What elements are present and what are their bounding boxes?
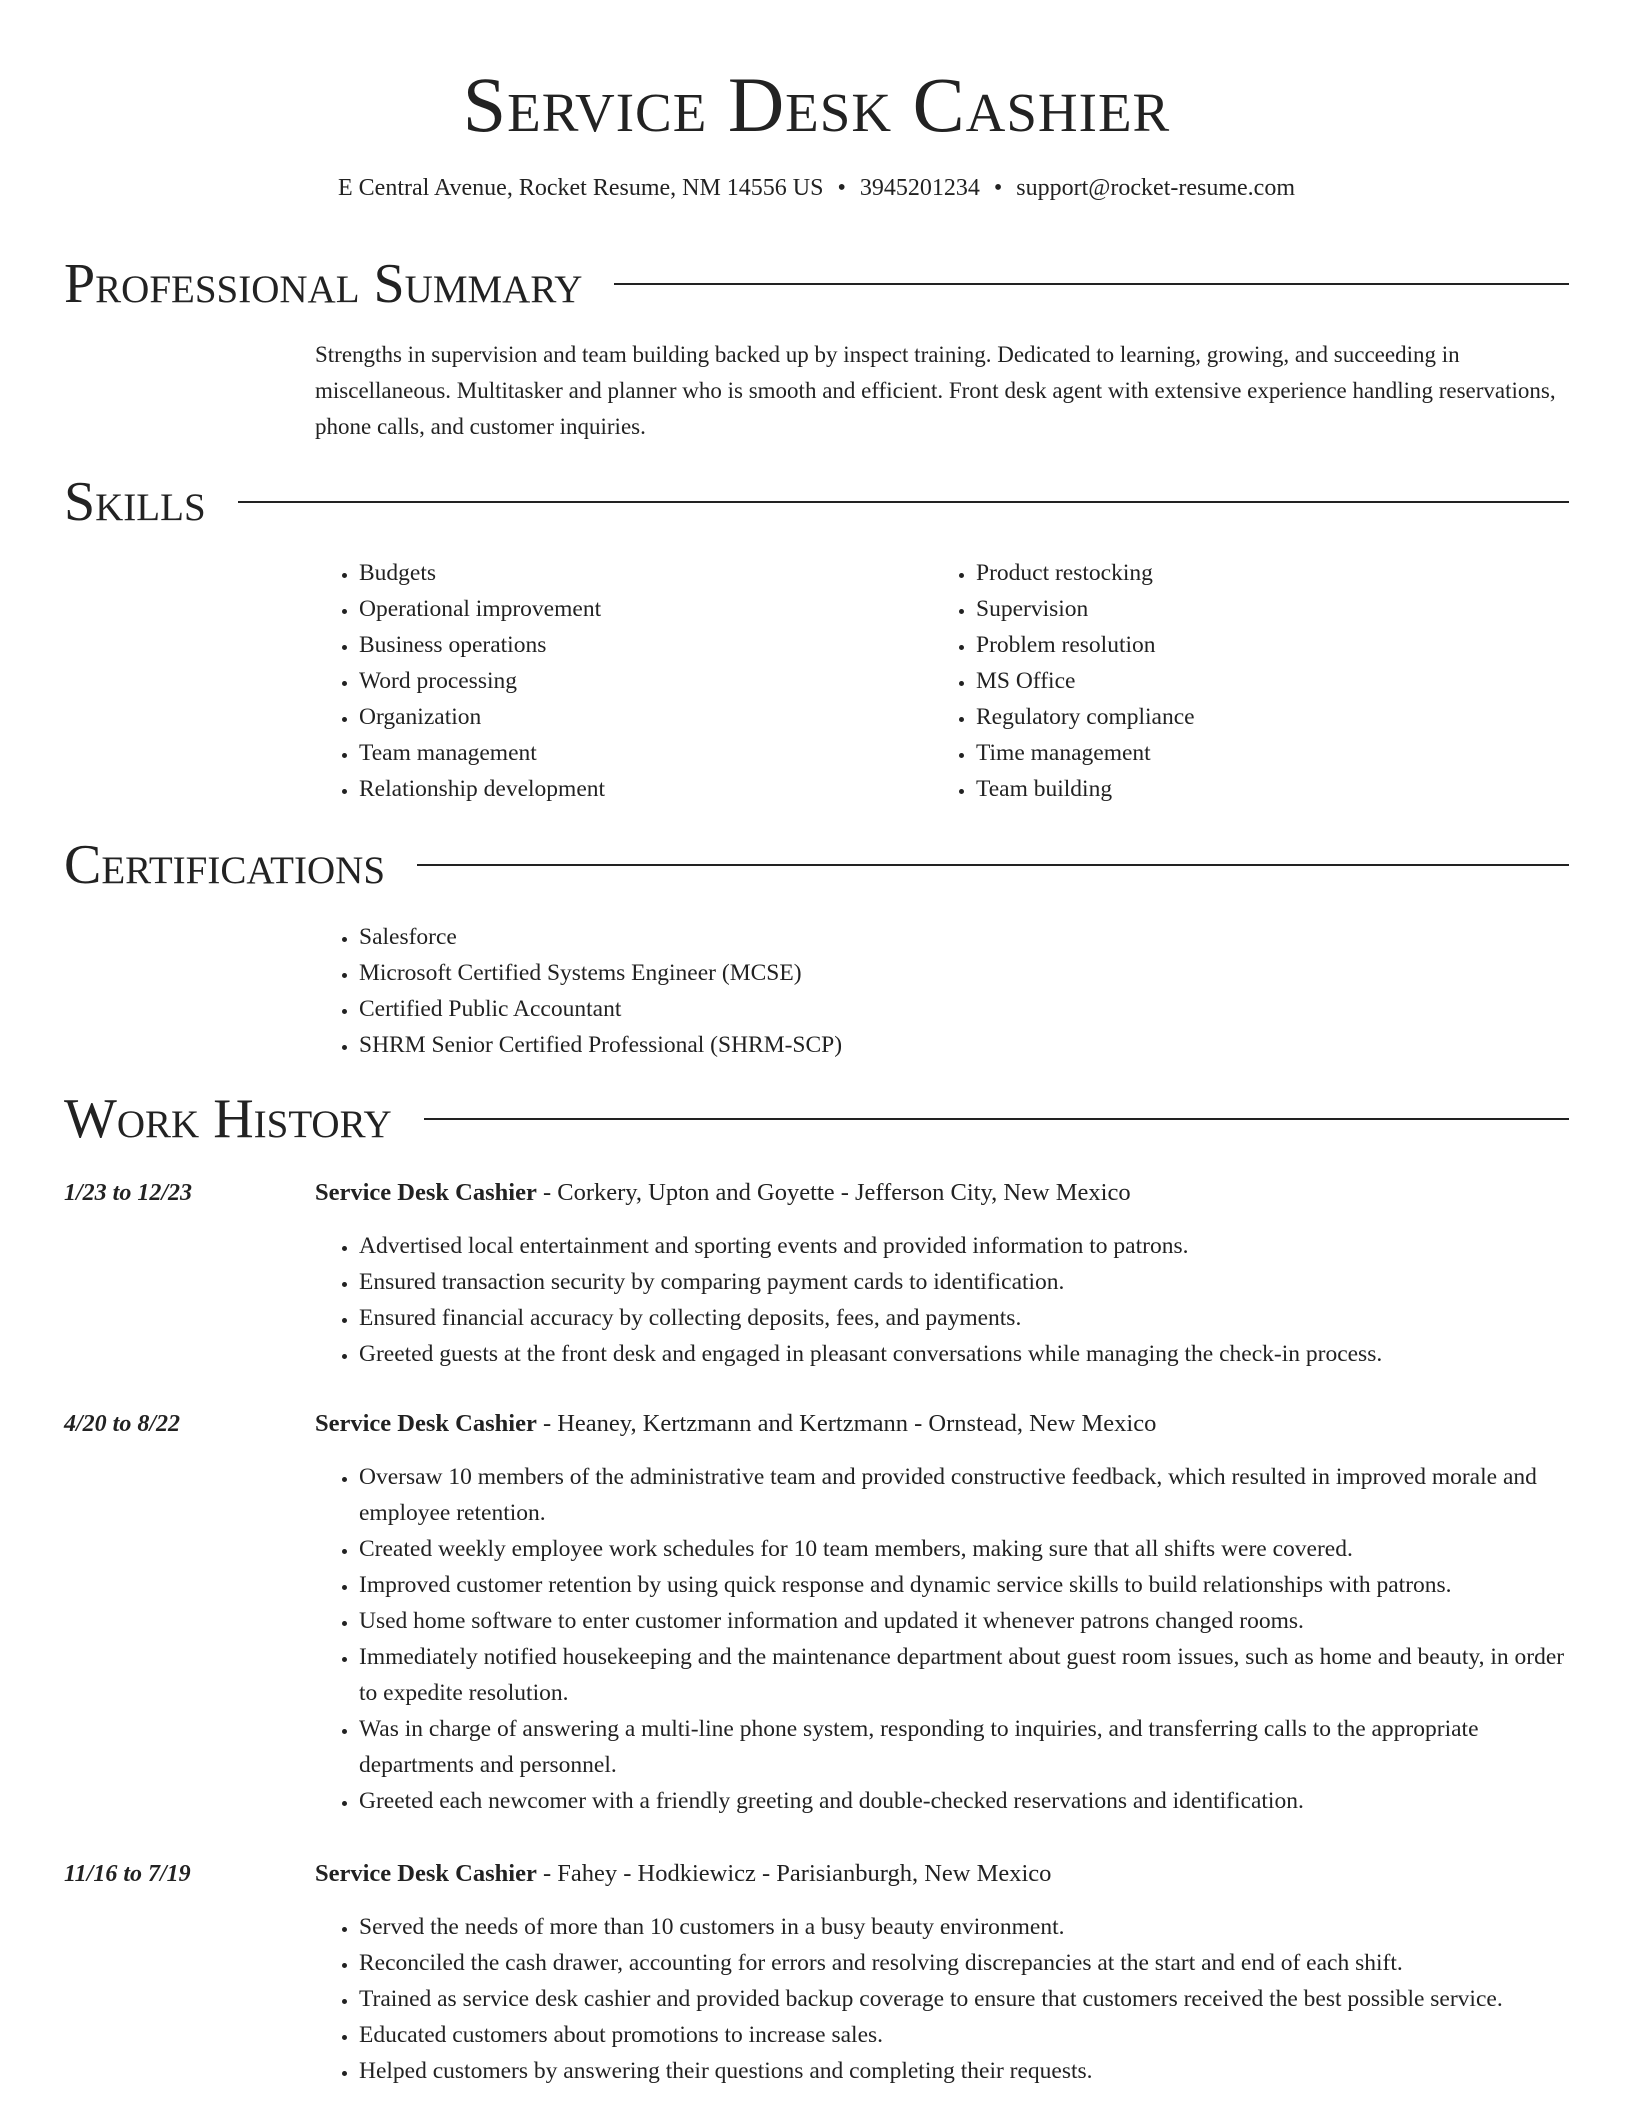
skill-item: • MS Office (976, 663, 1532, 699)
job-details: - Corkery, Upton and Goyette - Jefferson City, New Mexico (536, 1179, 1131, 1206)
job-bullet: • Used home software to enter customer information and updated it whenever patrons changed rooms. (359, 1603, 1569, 1639)
summary-section-heading (64, 252, 1569, 316)
candidate-name: Service Desk Cashier (462, 61, 1171, 148)
certification-item: • SHRM Senior Certified Professional (SHRM-SCP) (359, 1027, 1315, 1063)
skills-title: Skills (64, 471, 206, 533)
skill-item: • Team building (976, 771, 1532, 807)
skill-item: • Relationship development (359, 771, 915, 807)
skill-item: • Time management (976, 735, 1532, 771)
section-divider (614, 283, 1569, 285)
job-bullet: • Reconciled the cash drawer, accounting for errors and resolving discrepancies at the start and end of each shift. (359, 1945, 1569, 1981)
certifications-section-heading (64, 833, 1569, 897)
job-role: Service Desk Cashier (315, 1410, 537, 1437)
skill-item: • Budgets (359, 555, 915, 591)
job-bullet: • Ensured financial accuracy by collecting deposits, fees, and payments. (359, 1300, 1569, 1336)
job-dates: 1/23 to 12/23 (64, 1180, 193, 1206)
resume-page (64, 0, 1569, 2084)
job-bullet: • Greeted each newcomer with a friendly greeting and double-checked reservations and identification. (359, 1783, 1569, 1819)
contact-email[interactable]: support@rocket-resume.com (1016, 175, 1295, 201)
skill-item: • Team management (359, 735, 915, 771)
section-divider (417, 864, 1569, 866)
job-bullets (315, 1459, 1569, 1819)
contact-separator: • (837, 175, 846, 201)
job-dates: 11/16 to 7/19 (64, 1861, 191, 1887)
job-heading (315, 1175, 1569, 1211)
skill-item: • Problem resolution (976, 627, 1532, 663)
skills-list-left (315, 555, 915, 807)
job-role: Service Desk Cashier (315, 1179, 537, 1206)
job-heading (315, 1406, 1569, 1442)
skill-item: • Word processing (359, 663, 915, 699)
certifications-column (315, 919, 1315, 1063)
contact-phone: 3945201234 (859, 175, 980, 201)
skills-list-right (932, 555, 1532, 807)
job-bullets (315, 1228, 1569, 1372)
skill-item: • Business operations (359, 627, 915, 663)
skills-section-heading (64, 470, 1569, 534)
job-details: - Heaney, Kertzmann and Kertzmann - Ornstead, New Mexico (536, 1410, 1157, 1437)
skill-item: • Operational improvement (359, 591, 915, 627)
job-bullet: • Helped customers by answering their questions and completing their requests. (359, 2053, 1569, 2089)
job-role: Service Desk Cashier (315, 1860, 537, 1887)
certification-item: • Salesforce (359, 919, 1315, 955)
work-history-section-heading (64, 1087, 1569, 1151)
job-dates: 4/20 to 8/22 (64, 1411, 181, 1437)
certification-item: • Certified Public Accountant (359, 991, 1315, 1027)
job-bullets (315, 1909, 1569, 2089)
section-divider (424, 1118, 1569, 1120)
certifications-title: Certifications (64, 834, 386, 896)
contact-separator: • (993, 175, 1003, 201)
skill-item: • Supervision (976, 591, 1532, 627)
skill-item: • Organization (359, 699, 915, 735)
job-bullet: • Trained as service desk cashier and provided backup coverage to ensure that customers received the best possible service. (359, 1981, 1569, 2017)
section-divider (238, 501, 1569, 503)
job-bullet: • Educated customers about promotions to increase sales. (359, 2017, 1569, 2053)
job-bullet: • Immediately notified housekeeping and the maintenance department about guest room issues, such as home and beauty, in order to expedite resolution. (359, 1639, 1569, 1711)
job-bullet: • Improved customer retention by using quick response and dynamic service skills to build relationships with patrons. (359, 1567, 1569, 1603)
skill-item: • Product restocking (976, 555, 1532, 591)
skills-column-right (932, 555, 1532, 807)
certification-item: • Microsoft Certified Systems Engineer (MCSE) (359, 955, 1315, 991)
skill-item: • Regulatory compliance (976, 699, 1532, 735)
contact-line (64, 173, 1569, 203)
job-bullet: • Created weekly employee work schedules for 10 team members, making sure that all shifts were covered. (359, 1531, 1569, 1567)
contact-address: E Central Avenue, Rocket Resume, NM 14556 US (338, 175, 824, 201)
job-bullet: • Advertised local entertainment and sporting events and provided information to patrons. (359, 1228, 1569, 1264)
certifications-list (315, 919, 1315, 1063)
job-bullet: • Oversaw 10 members of the administrative team and provided constructive feedback, which resulted in improved morale and employee retention. (359, 1459, 1569, 1531)
job-bullet: • Ensured transaction security by comparing payment cards to identification. (359, 1264, 1569, 1300)
summary-title: Professional Summary (64, 253, 583, 315)
work-history-title: Work History (64, 1088, 392, 1150)
summary-text: Strengths in supervision and team building backed up by inspect training. Dedicated to learning, growing, and succeeding in miscellaneous. Multitasker and planner who is smooth and efficient. Front desk agent with extensive experience handling reservations, phone calls, and customer inquiries. (315, 342, 1556, 439)
job-bullet: • Served the needs of more than 10 customers in a busy beauty environment. (359, 1909, 1569, 1945)
skills-column-left (315, 555, 915, 807)
job-bullet: • Greeted guests at the front desk and engaged in pleasant conversations while managing the check-in process. (359, 1336, 1569, 1372)
job-details: - Fahey - Hodkiewicz - Parisianburgh, New Mexico (536, 1860, 1052, 1887)
job-bullet: • Was in charge of answering a multi-line phone system, responding to inquiries, and transferring calls to the appropriate departments and personnel. (359, 1711, 1569, 1783)
job-heading (315, 1856, 1569, 1892)
